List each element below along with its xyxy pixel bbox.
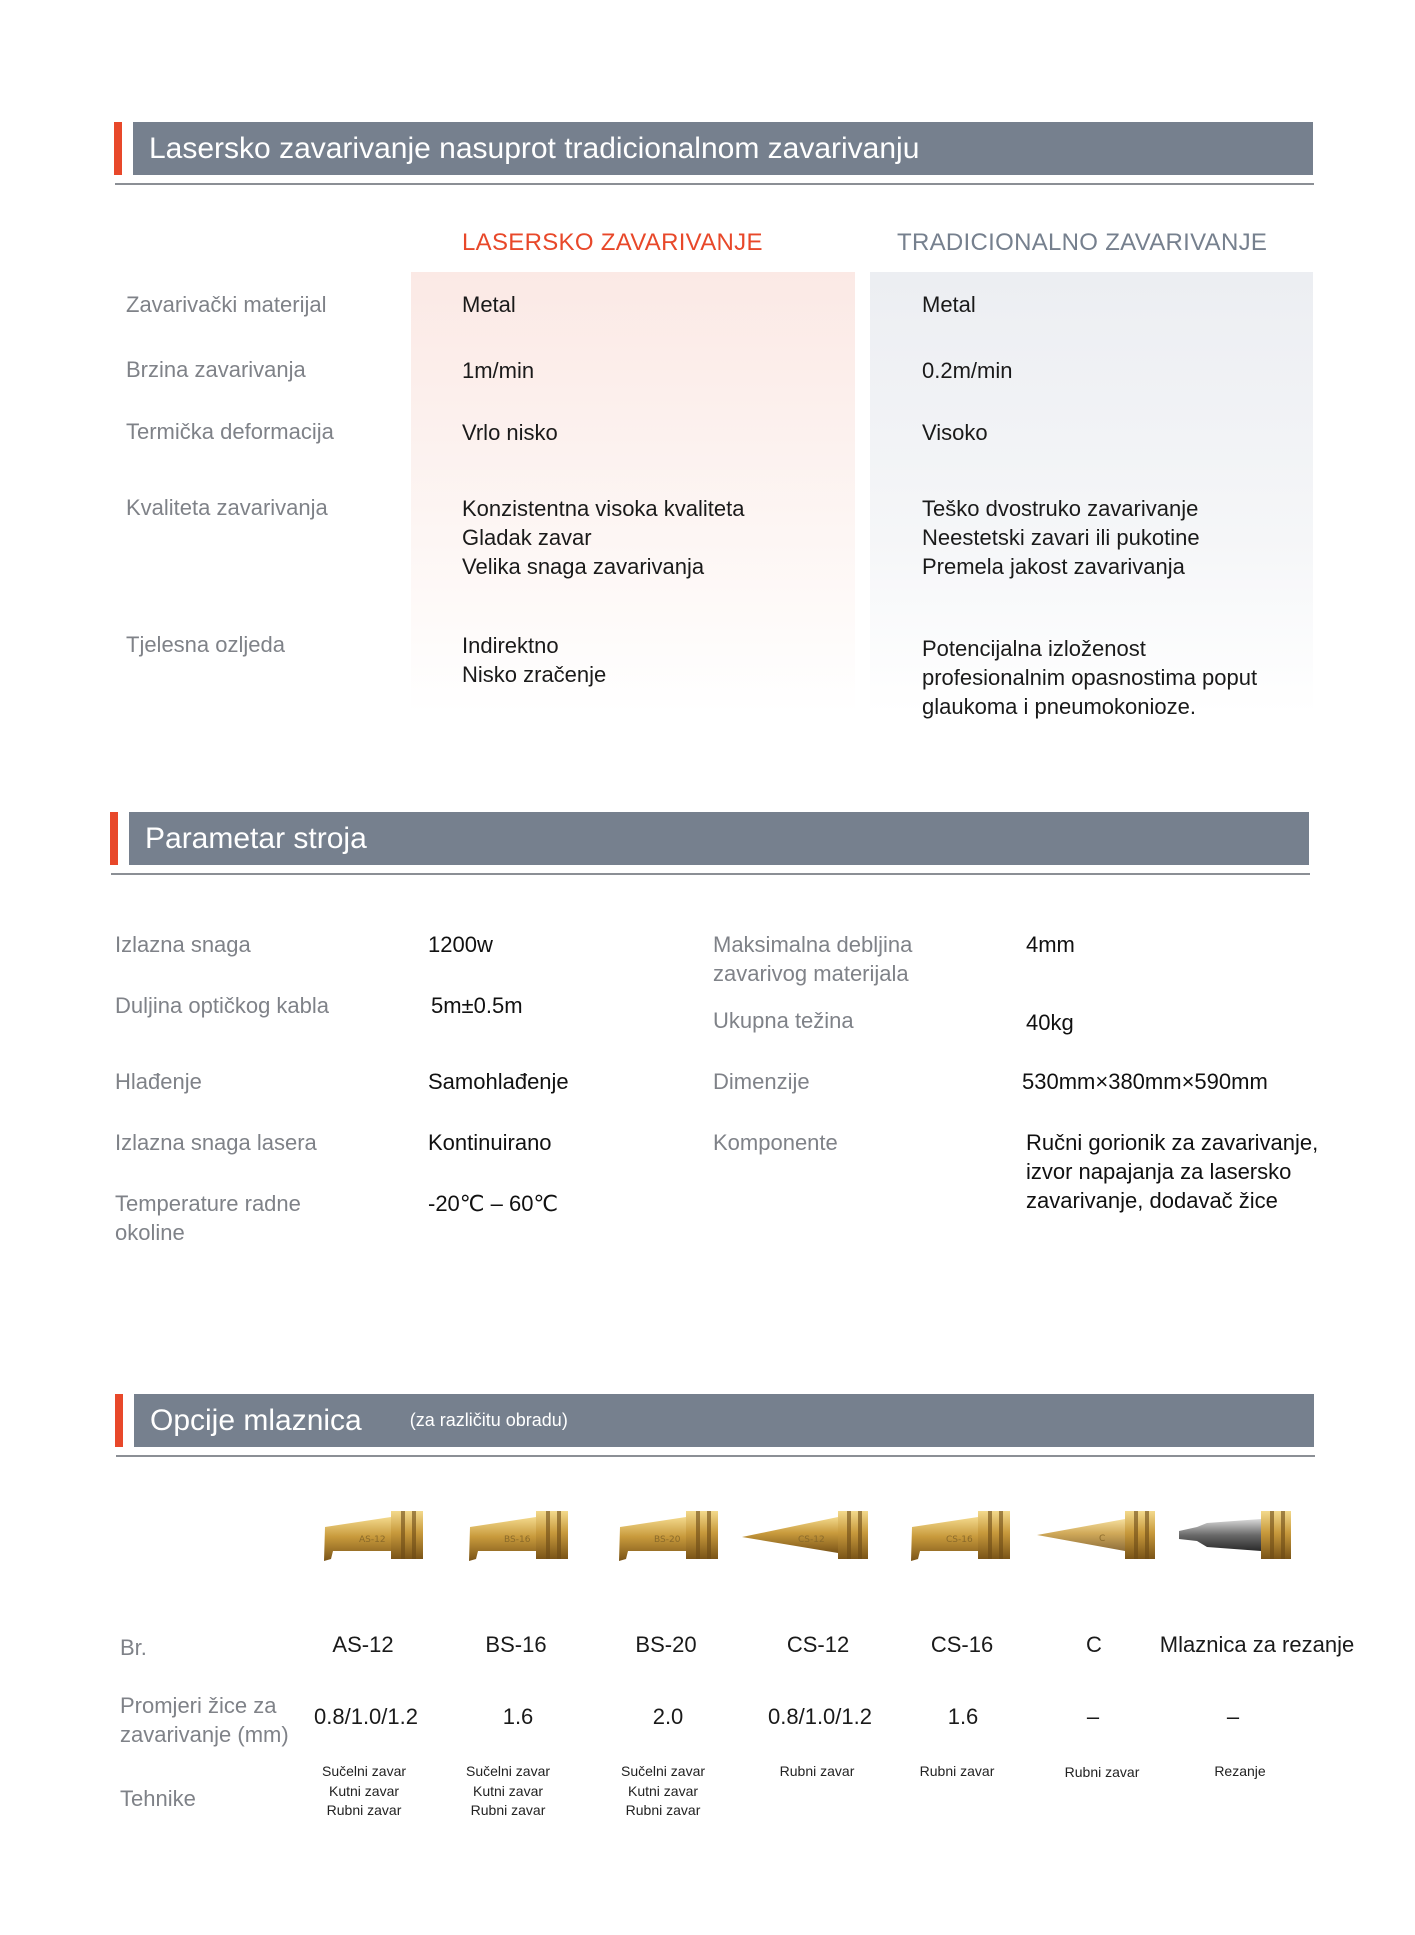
nozzle-name: BS-20 [635, 1632, 697, 1657]
nozzle-bent-icon [616, 1505, 718, 1565]
section-divider [115, 183, 1314, 185]
nozzle-pointed-icon [740, 1505, 870, 1565]
section-accent [115, 1394, 123, 1447]
param-value: -20℃ – 60℃ [428, 1191, 559, 1216]
param-value: Samohlađenje [428, 1069, 569, 1094]
param-label: Dimenzije [713, 1069, 810, 1094]
param-label: Duljina optičkog kabla [115, 993, 330, 1018]
param-label: Temperature radne okoline [115, 1191, 301, 1245]
nozzle-name: C [1086, 1632, 1102, 1657]
cell-line: profesionalnim opasnostima poput [922, 665, 1258, 690]
technique-item: Sučelni zavar [620, 1763, 706, 1779]
param-label: Ukupna težina [713, 1008, 854, 1033]
technique-item: Kutni zavar [328, 1782, 400, 1799]
row-label: Tjelesna ozljeda [126, 632, 285, 657]
param-value: 530mm×380mm×590mm [1022, 1069, 1268, 1094]
nozzle-wire-diameter: 1.6 [947, 1704, 979, 1729]
param-label: Izlazna snaga lasera [115, 1130, 317, 1155]
cell-line: glaukoma i pneumokonioze. [922, 694, 1196, 719]
row-label: Termička deformacija [126, 419, 334, 444]
param-label: Hlađenje [115, 1069, 202, 1094]
section-divider [116, 1455, 1315, 1457]
cell-line: Velika snaga zavarivanja [462, 554, 705, 579]
nozzle-row-label: Br. [120, 1635, 147, 1660]
nozzle-name: CS-12 [786, 1632, 850, 1657]
section-subtitle: (za različitu obradu) [409, 1410, 568, 1430]
laser-column-header: LASERSKO ZAVARIVANJE [462, 229, 763, 256]
nozzle-engraving: BS-20 [654, 1535, 681, 1545]
technique-item: Rubni zavar [326, 1802, 402, 1818]
param-value: 1200w [428, 932, 493, 957]
technique-item: Rezanje [1214, 1763, 1266, 1779]
nozzle-techniques [780, 1762, 855, 1782]
cell-line: Vrlo nisko [462, 420, 558, 445]
nozzle-engraving: C [1099, 1534, 1106, 1544]
nozzle-techniques [1065, 1763, 1140, 1783]
nozzle-techniques [322, 1762, 406, 1821]
cell-line: Premela jakost zavarivanja [922, 554, 1185, 579]
cell-line: Indirektno [462, 633, 559, 658]
cell-line: Metal [922, 292, 976, 317]
nozzle-engraving: CS-12 [798, 1535, 825, 1545]
nozzle-bent-icon [908, 1505, 1010, 1565]
traditional-cell [922, 494, 1200, 581]
cell-line: Gladak zavar [462, 525, 592, 550]
laser-cell [462, 494, 745, 581]
laser-cell [462, 631, 606, 689]
cell-line: Potencijalna izloženost [922, 636, 1146, 661]
nozzle-wire-diameter: – [1226, 1704, 1240, 1729]
laser-cell [462, 356, 534, 385]
param-value: 4mm [1026, 932, 1075, 957]
traditional-cell [922, 356, 1012, 385]
nozzle-wire-diameter: – [1086, 1704, 1100, 1729]
cell-line: Neestetski zavari ili pukotine [922, 525, 1200, 550]
nozzle-wire-diameter: 1.6 [502, 1704, 534, 1729]
technique-item: Rubni zavar [919, 1763, 995, 1779]
row-label: Zavarivački materijal [126, 292, 327, 317]
nozzle-engraving: CS-16 [946, 1535, 973, 1545]
traditional-cell [922, 418, 988, 447]
section-header [129, 812, 1309, 865]
nozzle-name: CS-16 [930, 1632, 994, 1657]
nozzle-cutting-icon [1177, 1505, 1293, 1565]
section-accent [110, 812, 118, 865]
cell-line: 0.2m/min [922, 358, 1013, 383]
nozzle-techniques [920, 1762, 995, 1782]
nozzle-wire-diameter: 0.8/1.0/1.2 [768, 1704, 872, 1729]
nozzle-techniques [1214, 1762, 1265, 1782]
cell-line: Metal [462, 292, 516, 317]
nozzle-row-label: Promjeri žice za zavarivanje (mm) [120, 1693, 289, 1747]
nozzle-pointed-icon [1035, 1505, 1157, 1565]
param-label: Komponente [713, 1130, 838, 1155]
nozzle-engraving: BS-16 [504, 1535, 531, 1545]
technique-item: Rubni zavar [779, 1763, 855, 1779]
param-value: 5m±0.5m [431, 993, 523, 1018]
section-divider [111, 873, 1310, 875]
cell-line: Nisko zračenje [462, 662, 607, 687]
param-value: 40kg [1026, 1010, 1074, 1035]
cell-line: Konzistentna visoka kvaliteta [462, 496, 745, 521]
nozzle-techniques [621, 1762, 705, 1821]
traditional-column-header: TRADICIONALNO ZAVARIVANJE [897, 229, 1268, 256]
traditional-cell [922, 290, 976, 319]
cell-line: Visoko [922, 420, 988, 445]
technique-item: Kutni zavar [627, 1782, 699, 1799]
section-header [134, 1394, 1314, 1447]
cell-line: Teško dvostruko zavarivanje [922, 496, 1199, 521]
section-header [133, 122, 1313, 175]
nozzle-wire-diameter: 2.0 [652, 1704, 684, 1729]
technique-item: Sučelni zavar [321, 1763, 407, 1779]
section-title: Lasersko zavarivanje nasuprot tradicionalnom zavarivanju [149, 131, 920, 165]
param-label: Izlazna snaga [115, 932, 251, 957]
traditional-cell [922, 634, 1257, 721]
param-value: Ručni gorionik za zavarivanje, izvor napajanja za lasersko zavarivanje, dodavač žice [1026, 1130, 1319, 1213]
technique-item: Rubni zavar [625, 1802, 701, 1818]
cell-line: 1m/min [462, 358, 535, 383]
row-label: Brzina zavarivanja [126, 357, 306, 382]
section-title: Opcije mlaznica [150, 1403, 362, 1437]
laser-cell [462, 418, 558, 447]
technique-item: Sučelni zavar [465, 1763, 551, 1779]
technique-item: Rubni zavar [470, 1802, 546, 1818]
section-accent [114, 122, 122, 175]
technique-item: Kutni zavar [472, 1782, 544, 1799]
nozzle-name: BS-16 [485, 1632, 547, 1657]
param-value: Kontinuirano [428, 1130, 552, 1155]
technique-item: Rubni zavar [1064, 1764, 1140, 1780]
row-label: Kvaliteta zavarivanja [126, 495, 328, 520]
nozzle-name: Mlaznica za rezanje [1159, 1632, 1355, 1657]
nozzle-wire-diameter: 0.8/1.0/1.2 [314, 1704, 418, 1729]
nozzle-name: AS-12 [332, 1632, 394, 1657]
section-title: Parametar stroja [145, 821, 367, 855]
nozzle-bent-icon [321, 1505, 423, 1565]
laser-cell [462, 290, 516, 319]
nozzle-engraving: AS-12 [359, 1535, 386, 1545]
param-label: Maksimalna debljina zavarivog materijala [713, 932, 913, 986]
nozzle-row-label: Tehnike [120, 1786, 196, 1811]
nozzle-bent-icon [466, 1505, 568, 1565]
nozzle-techniques [466, 1762, 550, 1821]
